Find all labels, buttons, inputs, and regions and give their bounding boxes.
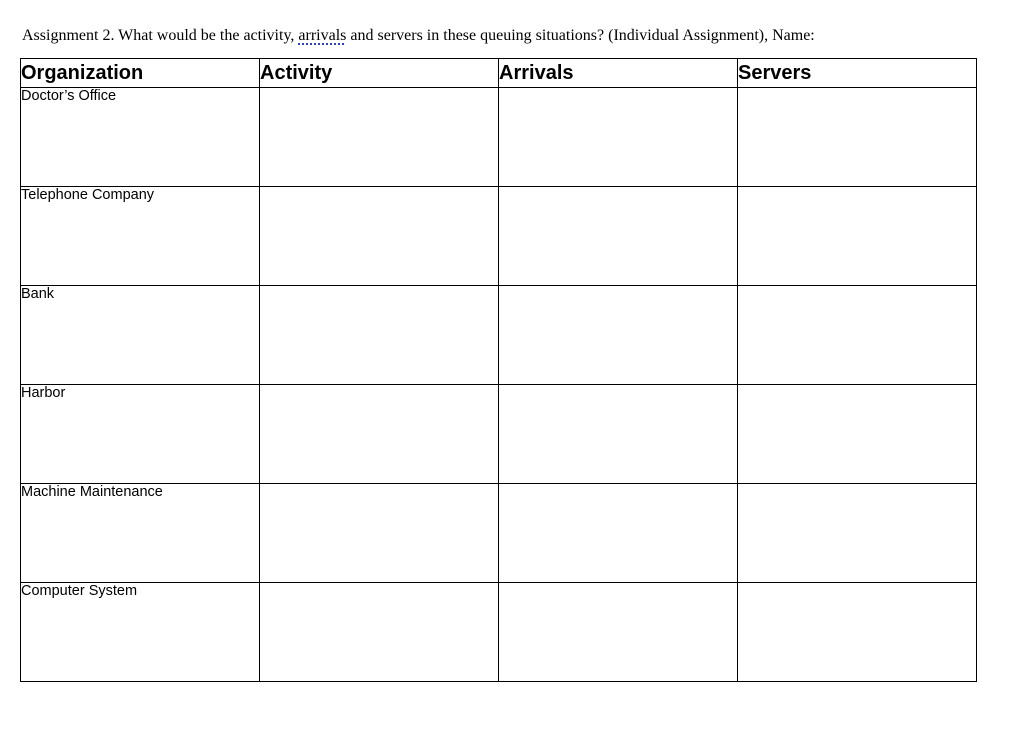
- arrivals-cell[interactable]: [499, 583, 738, 682]
- table-row: [21, 484, 977, 583]
- activity-cell[interactable]: [260, 583, 499, 682]
- title-text-end: and servers in these queuing situations? (Individual Assignment), Name:: [346, 27, 815, 44]
- organization-cell: Harbor: [21, 385, 260, 484]
- servers-cell[interactable]: [738, 187, 977, 286]
- activity-cell[interactable]: [260, 286, 499, 385]
- table-row: [21, 583, 977, 682]
- header-servers: Servers: [738, 59, 977, 88]
- servers-cell[interactable]: [738, 583, 977, 682]
- organization-cell: Doctor’s Office: [21, 88, 260, 187]
- table-row: [21, 88, 977, 187]
- header-arrivals: Arrivals: [499, 59, 738, 88]
- header-activity: Activity: [260, 59, 499, 88]
- servers-cell[interactable]: [738, 484, 977, 583]
- table-row: [21, 385, 977, 484]
- assignment-title: [22, 26, 815, 46]
- servers-cell[interactable]: [738, 385, 977, 484]
- queuing-table: [20, 58, 977, 682]
- servers-cell[interactable]: [738, 88, 977, 187]
- organization-cell: Telephone Company: [21, 187, 260, 286]
- activity-cell[interactable]: [260, 88, 499, 187]
- arrivals-cell[interactable]: [499, 286, 738, 385]
- spellcheck-flagged-word[interactable]: arrivals: [298, 27, 347, 44]
- arrivals-cell[interactable]: [499, 187, 738, 286]
- header-row: [21, 59, 977, 88]
- organization-cell: Machine Maintenance: [21, 484, 260, 583]
- organization-cell: Bank: [21, 286, 260, 385]
- header-organization: Organization: [21, 59, 260, 88]
- arrivals-cell[interactable]: [499, 88, 738, 187]
- table-row: [21, 286, 977, 385]
- activity-cell[interactable]: [260, 484, 499, 583]
- arrivals-cell[interactable]: [499, 484, 738, 583]
- organization-cell: Computer System: [21, 583, 260, 682]
- activity-cell[interactable]: [260, 385, 499, 484]
- servers-cell[interactable]: [738, 286, 977, 385]
- activity-cell[interactable]: [260, 187, 499, 286]
- arrivals-cell[interactable]: [499, 385, 738, 484]
- table-row: [21, 187, 977, 286]
- title-text-start: Assignment 2. What would be the activity,: [22, 27, 299, 44]
